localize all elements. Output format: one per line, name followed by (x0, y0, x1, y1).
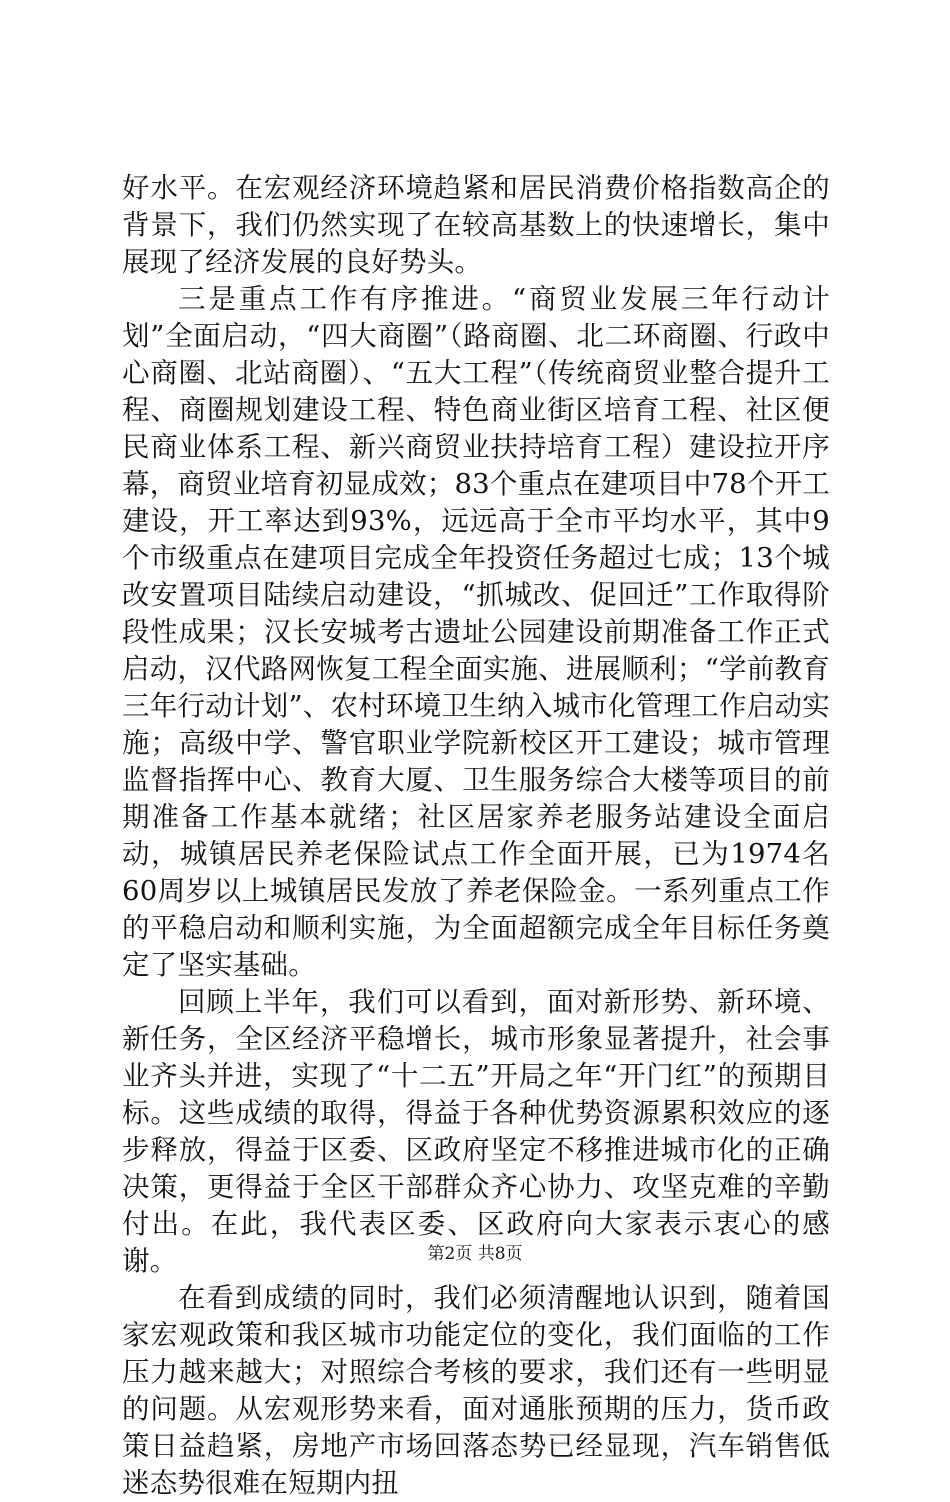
paragraph-problems: 在看到成绩的同时，我们必须清醒地认识到，随着国家宏观政策和我区城市功能定位的变化，我们面临的工作压力越来越大；对照综合考核的要求，我们还有一些明显的问题。从宏观形势来看，面对通胀预期的压力，货币政策日益趋紧，房地产市场回落态势已经显现，汽车销售低迷态势很难在短期内扭 (122, 1282, 830, 1499)
paragraph-review: 回顾上半年，我们可以看到，面对新形势、新环境、新任务，全区经济平稳增长，城市形象显著提升，社会事业齐头并进，实现了“十二五”开局之年“开门红”的预期目标。这些成绩的取得，得益于各种优势资源累积效应的逐步释放，得益于区委、区政府坚定不移推进城市化的正确决策，更得益于全区干部群众齐心协力、攻坚克难的辛勤付出。在此，我代表区委、区政府向大家表示衷心的感谢。 (122, 986, 830, 1277)
paragraph-continuation: 好水平。在宏观经济环境趋紧和居民消费价格指数高企的背景下，我们仍然实现了在较高基数上的快速增长，集中展现了经济发展的良好势头。 (122, 172, 830, 278)
page-footer (0, 1243, 950, 1265)
paragraph-key-work: 三是重点工作有序推进。“商贸业发展三年行动计划”全面启动，“四大商圈”（路商圈、北二环商圈、行政中心商圈、北站商圈）、“五大工程”（传统商贸业整合提升工程、商圈规划建设工程、特色商业街区培育工程、社区便民商业体系工程、新兴商贸业扶持培育工程）建设拉开序幕，商贸业培育初显成效；83个重点在建项目中78个开工建设，开工率达到93%，远远高于全市平均水平，其中9个市级重点在建项目完成全年投资任务超过七成；13个城改安置项目陆续启动建设，“抓城改、促回迁”工作取得阶段性成果；汉长安城考古遗址公园建设前期准备工作正式启动，汉代路网恢复工程全面实施、进展顺利；“学前教育三年行动计划”、农村环境卫生纳入城市化管理工作启动实施；高级中学、警官职业学院新校区开工建设；城市管理监督指挥中心、教育大厦、卫生服务综合大楼等项目的前期准备工作基本就绪；社区居家养老服务站建设全面启动，城镇居民养老保险试点工作全面开展，已为1974名60周岁以上城镇居民发放了养老保险金。一系列重点工作的平稳启动和顺利实施，为全面超额完成全年目标任务奠定了坚实基础。 (122, 283, 830, 981)
page-number: 第2页 共8页 (427, 1244, 523, 1264)
document-body (122, 170, 830, 1502)
